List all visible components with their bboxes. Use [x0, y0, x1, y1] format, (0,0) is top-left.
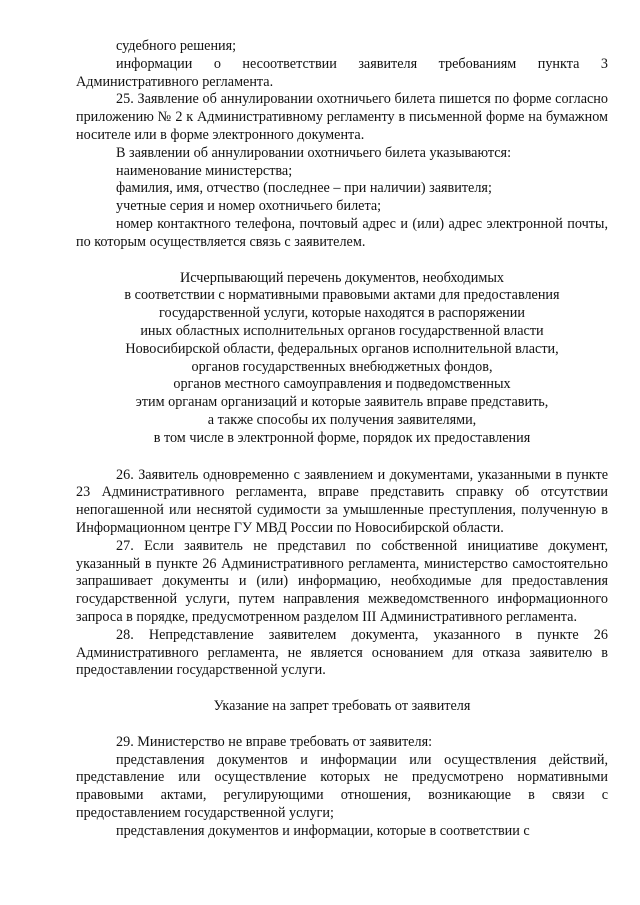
list-item: наименование министерства; — [116, 162, 293, 179]
list-item: представления документов и информации или осуществления действий, представление или осуществление которых не предусмотрено нормативными правовыми актами, регулирующими отношения, возникающие в связи с предоставлением государственной услуги; — [76, 751, 608, 822]
heading-line: государственной услуги, которые находятся в распоряжении — [159, 305, 525, 322]
paragraph-29: 29. Министерство не вправе требовать от заявителя: — [116, 733, 433, 750]
heading-line: этим органам организаций и которые заявитель вправе представить, — [135, 394, 549, 411]
list-item: представления документов и информации, которые в соответствии с — [116, 822, 530, 839]
list-item: фамилия, имя, отчество (последнее – при наличии) заявителя; — [116, 180, 492, 197]
heading-line: Исчерпывающий перечень документов, необходимых — [180, 269, 504, 286]
heading-line: иных областных исполнительных органов государственной власти — [140, 322, 544, 339]
heading-line: органов государственных внебюджетных фондов, — [191, 358, 493, 375]
heading-line: в соответствии с нормативными правовыми актами для предоставления — [124, 287, 560, 304]
paragraph-26: 26. Заявитель одновременно с заявлением и документами, указанными в пункте 23 Административного регламента, вправе представить справку об отсутствии непогашенной или неснятой судимости за умышленные преступления, полученную в Информационном центре ГУ МВД России по Новосибирской области. — [76, 466, 608, 536]
paragraph-28: 28. Непредставление заявителем документа, указанного в пункте 26 Административного регламента, не является основанием для отказа заявителю в предоставлении государственной услуги. — [76, 626, 608, 679]
heading-line: Новосибирской области, федеральных органов исполнительной власти, — [125, 340, 559, 357]
paragraph: В заявлении об аннулировании охотничьего билета указываются: — [116, 144, 512, 161]
paragraph-25: 25. Заявление об аннулировании охотничьего билета пишется по форме согласно приложению № 2 к Административному регламенту в письменной форме на бумажном носителе или в форме электронного документа. — [76, 91, 608, 143]
heading-line: а также способы их получения заявителями, — [207, 411, 477, 428]
section-heading-prohibition: Указание на запрет требовать от заявителя — [213, 698, 471, 715]
paragraph: судебного решения; — [116, 38, 237, 54]
paragraph-27: 27. Если заявитель не представил по собственной инициативе документ, указанный в пункте 26 Административного регламента, министерство самостоятельно запрашивает документы и (или) информацию, необходимые для предоставления государственной услуги, путем направления межведомственного информационного запроса в порядке, предусмотренном разделом III Административного регламента. — [76, 537, 608, 625]
list-item: учетные серия и номер охотничьего билета; — [116, 198, 382, 215]
section-heading-documents — [76, 270, 608, 448]
list-item: номер контактного телефона, почтовый адрес и (или) адрес электронной почты, по которым осуществляется связь с заявителем. — [76, 215, 608, 250]
heading-line: органов местного самоуправления и подведомственных — [173, 376, 511, 393]
heading-line: в том числе в электронной форме, порядок их предоставления — [153, 429, 531, 446]
paragraph: информации о несоответствии заявителя требованиям пункта 3 Административного регламента. — [76, 55, 608, 90]
